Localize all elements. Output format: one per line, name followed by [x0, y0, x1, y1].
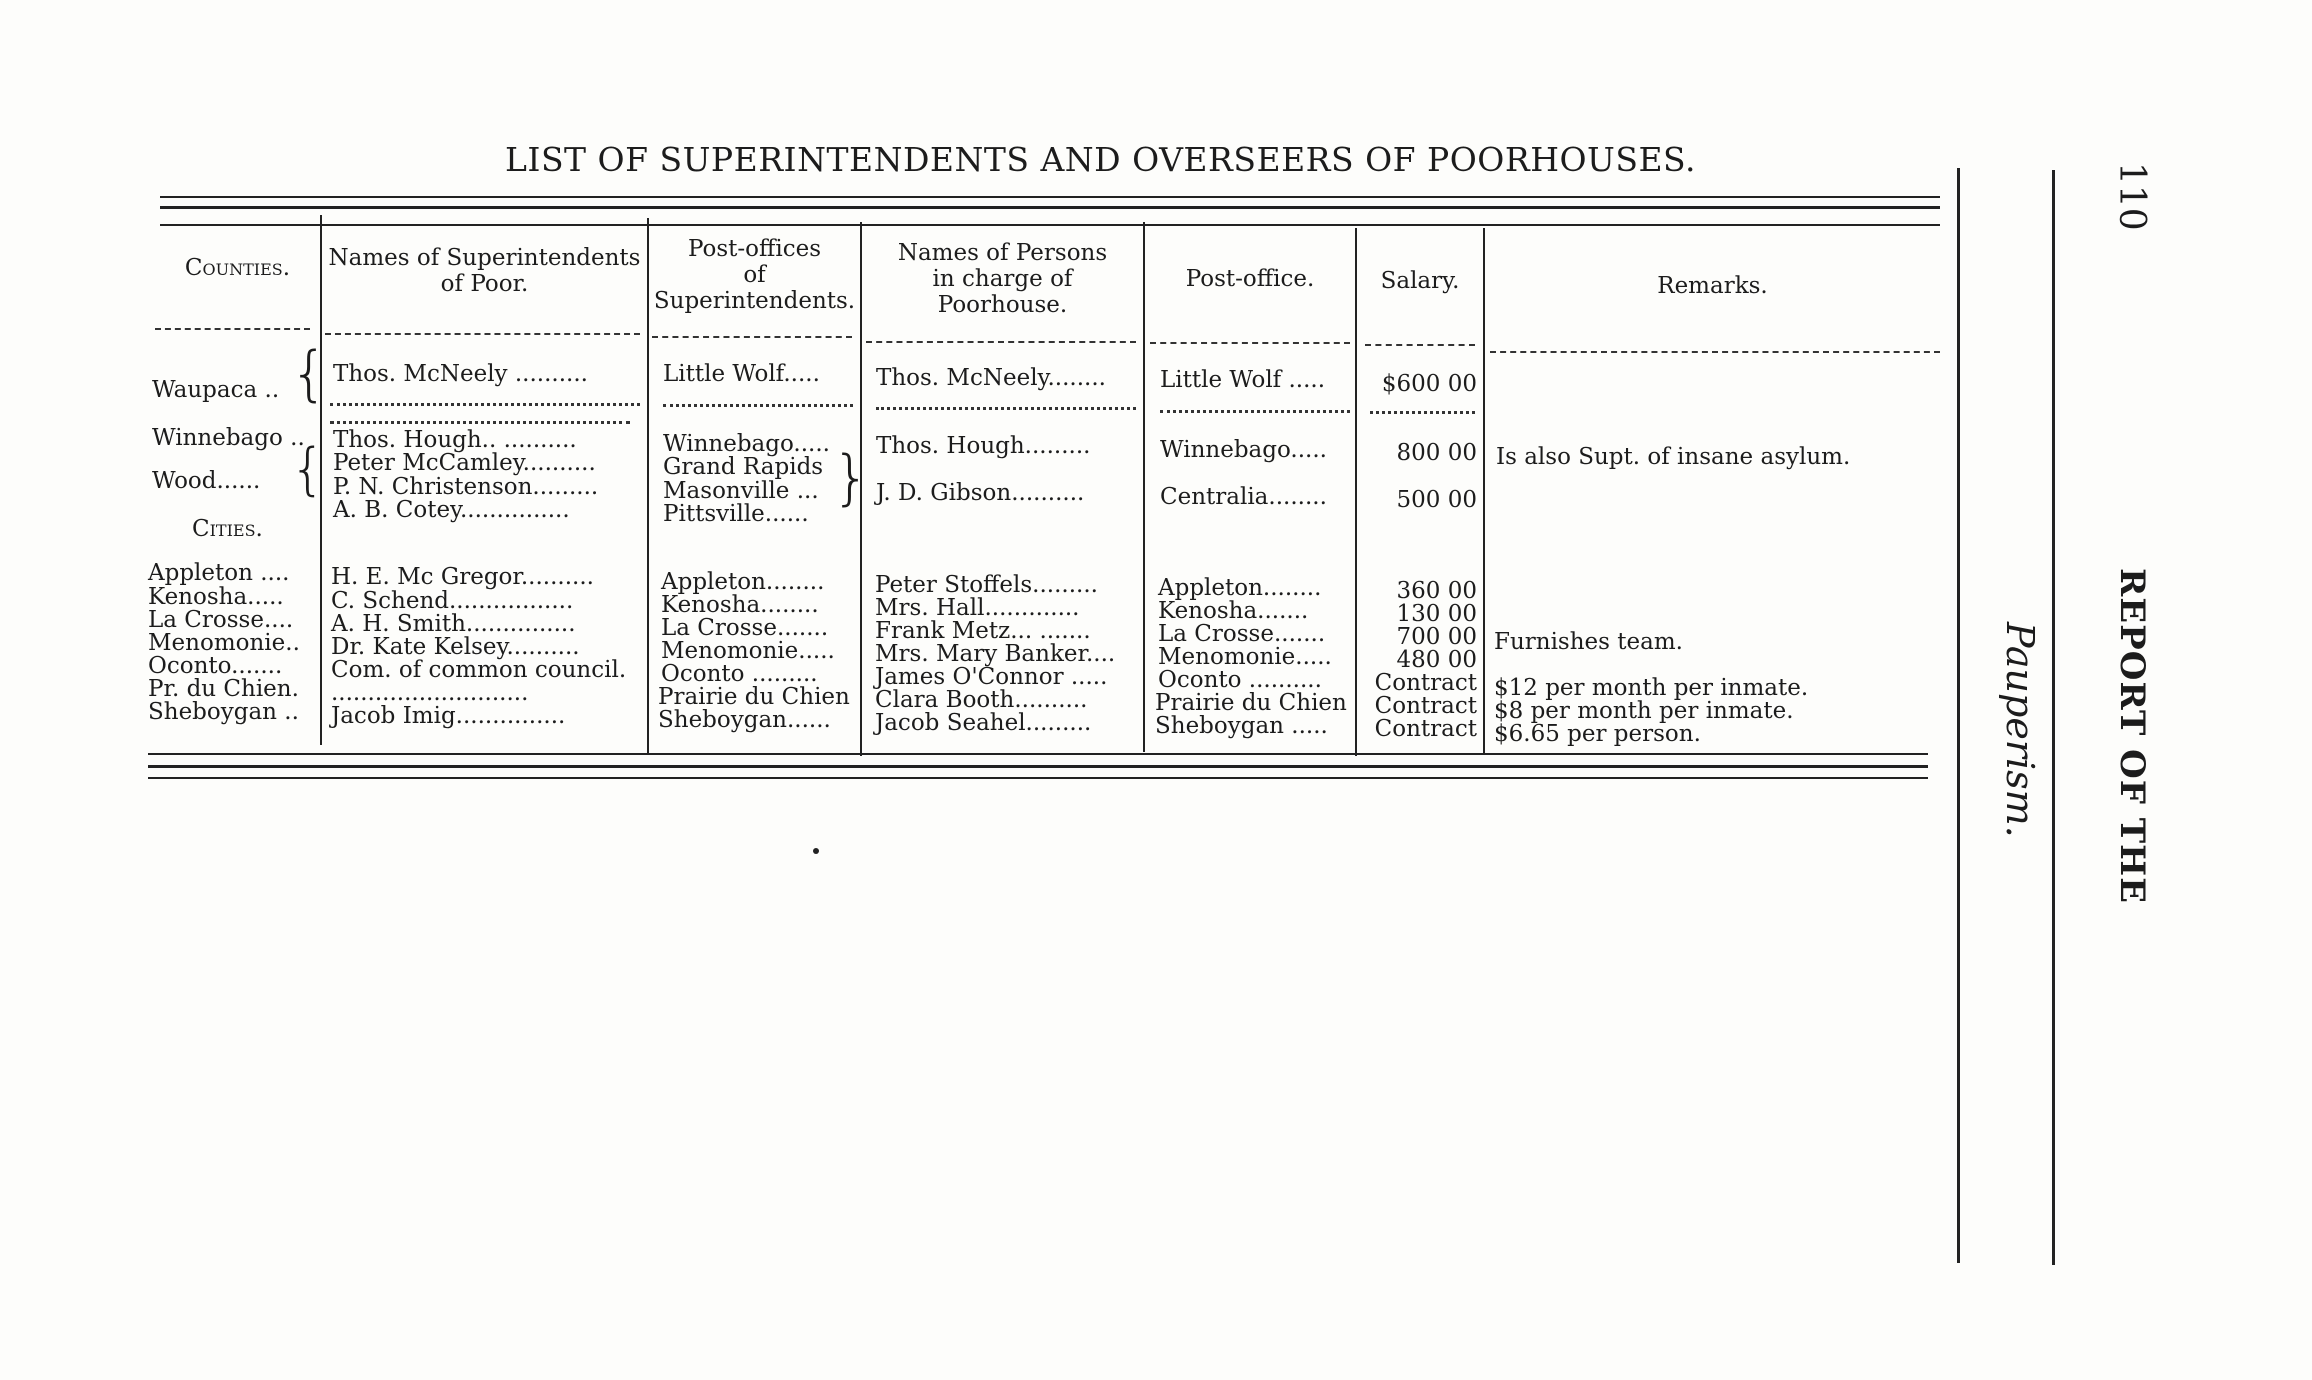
section-title: Pauperism.: [1998, 622, 2042, 838]
col-divider-6: [1483, 228, 1485, 754]
wood-salary: 500 00: [1396, 487, 1477, 513]
waupaca-salary: $600 00: [1381, 371, 1477, 397]
header-persons: [862, 240, 1143, 318]
waupaca-blank-row: [1160, 410, 1350, 413]
city-superintendent: A. H. Smith...............: [331, 611, 576, 637]
wood-sup-postoffice: Masonville ...: [663, 478, 819, 504]
waupaca-person: Thos. McNeely........: [876, 365, 1106, 391]
header-underline: [1490, 351, 1940, 353]
header-underline: [325, 333, 640, 335]
header-counties: Counties.: [184, 255, 291, 281]
table-bottom-rule: [148, 753, 1928, 755]
city-person: James O'Connor .....: [875, 664, 1108, 690]
waupaca-blank-row: [330, 421, 630, 424]
city-remarks: $6.65 per person.: [1494, 721, 1701, 747]
city-salary: 360 00: [1396, 578, 1477, 604]
city-name: Pr. du Chien.: [148, 676, 299, 702]
margin-rule-right: [2052, 170, 2055, 1265]
county-wood: Wood......: [152, 468, 261, 494]
waupaca-blank-row: [1370, 411, 1475, 414]
header-persons-line1: Names of Persons: [897, 240, 1108, 266]
page-title: LIST OF SUPERINTENDENTS AND OVERSEERS OF POORHOUSES.: [505, 140, 1696, 179]
city-postoffice: La Crosse.......: [1158, 621, 1326, 647]
city-person: Jacob Seahel.........: [875, 710, 1092, 736]
table-top-rule-3: [160, 224, 1940, 226]
city-salary: Contract: [1374, 693, 1477, 719]
city-postoffice: Menomonie.....: [1158, 644, 1332, 670]
header-remarks: Remarks.: [1657, 273, 1768, 299]
city-remarks: $12 per month per inmate.: [1494, 675, 1809, 701]
wood-superintendent: P. N. Christenson.........: [333, 474, 599, 500]
winnebago-salary: 800 00: [1396, 440, 1477, 466]
waupaca-blank-row: [876, 407, 1136, 410]
table-top-rule-2: [160, 206, 1940, 209]
brace-waupaca: {: [290, 339, 329, 409]
wood-sup-postoffice: Grand Rapids: [663, 454, 824, 480]
city-sup-postoffice: La Crosse.......: [661, 615, 829, 641]
ink-mark: [813, 848, 819, 854]
city-salary: 700 00: [1396, 624, 1477, 650]
wood-superintendent: Peter McCamley..........: [333, 450, 596, 476]
winnebago-sup-postoffice: Winnebago.....: [663, 431, 830, 457]
header-postoffice: Post-office.: [1185, 266, 1315, 292]
header-underline: [1365, 344, 1475, 346]
col-divider-5: [1355, 228, 1357, 756]
city-remarks: $8 per month per inmate.: [1494, 698, 1794, 724]
city-name: Kenosha.....: [148, 584, 284, 610]
header-underline: [652, 336, 852, 338]
county-winnebago: Winnebago ..: [152, 425, 305, 451]
header-sup-postoffices-line1: Post-offices: [687, 236, 822, 262]
city-postoffice: Prairie du Chien: [1155, 690, 1347, 716]
table-top-rule: [160, 196, 1940, 198]
winnebago-superintendent: Thos. Hough.. ..........: [333, 427, 577, 453]
cities-label: Cities.: [192, 516, 263, 542]
wood-person: J. D. Gibson..........: [876, 480, 1085, 506]
city-sup-postoffice: Appleton........: [661, 569, 825, 595]
table-bottom-rule-2: [148, 765, 1928, 768]
header-superintendents: [322, 245, 647, 297]
city-sup-postoffice: Oconto .........: [661, 661, 818, 687]
city-name: Sheboygan ..: [148, 699, 299, 725]
city-sup-postoffice: Sheboygan......: [658, 707, 831, 733]
city-postoffice: Oconto ..........: [1158, 667, 1322, 693]
city-name: La Crosse....: [148, 607, 294, 633]
city-superintendent: H. E. Mc Gregor..........: [331, 564, 594, 590]
winnebago-postoffice: Winnebago.....: [1160, 437, 1327, 463]
city-superintendent: Jacob Imig...............: [331, 703, 566, 729]
city-sup-postoffice: Prairie du Chien: [658, 684, 850, 710]
waupaca-blank-row: [330, 403, 640, 406]
city-person: Frank Metz... .......: [875, 618, 1091, 644]
page-number: 110: [2111, 162, 2152, 231]
waupaca-blank-row: [663, 404, 853, 407]
wood-sup-postoffice: Pittsville......: [663, 501, 809, 527]
city-person: Mrs. Hall.............: [875, 595, 1080, 621]
brace-wood-postoffices: }: [832, 443, 871, 513]
city-superintendent: Dr. Kate Kelsey..........: [331, 634, 580, 660]
city-postoffice: Appleton........: [1158, 575, 1322, 601]
header-sup-postoffices: [649, 236, 860, 314]
header-underline: [155, 328, 310, 330]
city-person: Peter Stoffels.........: [875, 572, 1098, 598]
city-postoffice: Kenosha.......: [1158, 598, 1309, 624]
waupaca-postoffice: Little Wolf .....: [1160, 367, 1326, 393]
city-name: Oconto.......: [148, 653, 283, 679]
header-superintendents-line2: of Poor.: [440, 271, 529, 297]
table-bottom-rule-3: [148, 777, 1928, 779]
running-head: REPORT OF THE: [2112, 568, 2152, 905]
city-salary: Contract: [1374, 670, 1477, 696]
city-name: Appleton ....: [148, 560, 290, 586]
wood-superintendent: A. B. Cotey...............: [333, 497, 570, 523]
wood-postoffice: Centralia........: [1160, 484, 1327, 510]
header-salary: Salary.: [1380, 268, 1460, 294]
waupaca-superintendent: Thos. McNeely ..........: [333, 361, 588, 387]
city-postoffice: Sheboygan .....: [1155, 713, 1328, 739]
city-superintendent: ...........................: [331, 680, 529, 706]
city-sup-postoffice: Menomonie.....: [661, 638, 835, 664]
header-persons-line3: Poorhouse.: [937, 292, 1068, 318]
header-superintendents-line1: Names of Superintendents: [328, 245, 641, 271]
header-underline: [866, 341, 1136, 343]
waupaca-sup-postoffice: Little Wolf.....: [663, 361, 820, 387]
header-sup-postoffices-line3: Superintendents.: [653, 288, 856, 314]
margin-rule-left: [1957, 168, 1960, 1263]
col-divider-4: [1143, 222, 1145, 752]
winnebago-remarks: Is also Supt. of insane asylum.: [1496, 444, 1851, 470]
header-sup-postoffices-line2: of: [743, 262, 766, 288]
city-remarks: Furnishes team.: [1494, 629, 1683, 655]
city-person: Clara Booth..........: [875, 687, 1088, 713]
county-waupaca: Waupaca ..: [152, 377, 280, 403]
city-salary: 480 00: [1396, 647, 1477, 673]
city-superintendent: Com. of common council.: [331, 657, 627, 683]
city-person: Mrs. Mary Banker....: [875, 641, 1116, 667]
header-underline: [1150, 342, 1350, 344]
city-salary: 130 00: [1396, 601, 1477, 627]
header-persons-line2: in charge of: [932, 266, 1073, 292]
brace-wood: {: [290, 437, 326, 502]
city-salary: Contract: [1374, 716, 1477, 742]
city-superintendent: C. Schend.................: [331, 588, 574, 614]
city-name: Menomonie..: [148, 630, 300, 656]
winnebago-person: Thos. Hough.........: [876, 433, 1091, 459]
city-sup-postoffice: Kenosha........: [661, 592, 819, 618]
